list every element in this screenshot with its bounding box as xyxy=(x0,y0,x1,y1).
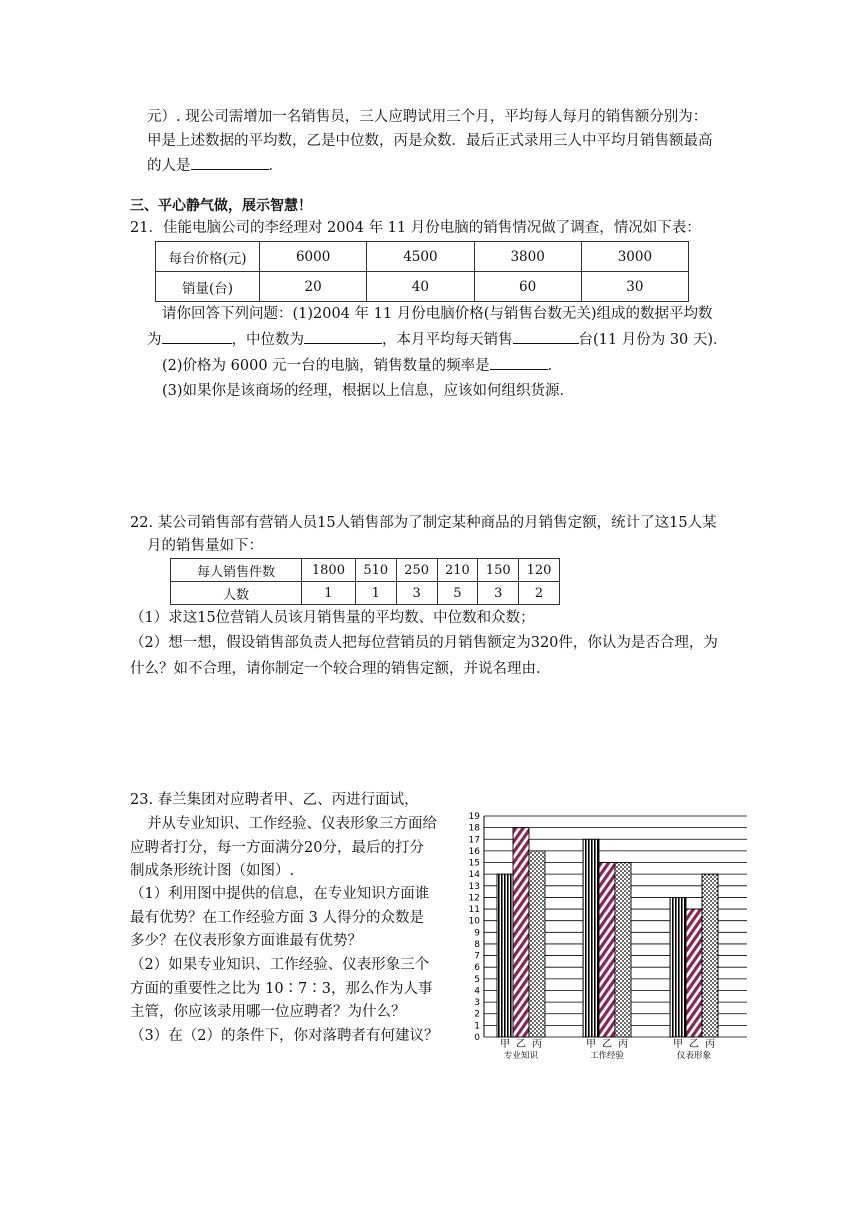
y-tick-label: 14 xyxy=(468,870,480,881)
bar-甲-仪表形象 xyxy=(670,897,686,1037)
y-tick-label: 12 xyxy=(468,893,480,904)
text-fragment: 为 xyxy=(147,332,162,348)
bar-chart xyxy=(462,808,762,1066)
table-cell: 60 xyxy=(474,272,581,302)
table-cell: 510 xyxy=(355,559,396,582)
y-tick-label: 15 xyxy=(468,858,480,869)
y-tick-label: 18 xyxy=(468,823,480,834)
bar-丙-仪表形象 xyxy=(702,874,718,1037)
bar-甲-专业知识 xyxy=(497,874,513,1037)
text-line: 并从专业知识、工作经验、仪表形象三方面给 xyxy=(147,816,437,832)
price-sales-table xyxy=(155,241,689,302)
text-line: 方面的重要性之比为 10∶7∶3，那么作为人事 xyxy=(130,981,433,997)
text-fragment: ． xyxy=(268,158,283,174)
y-tick-label: 9 xyxy=(474,928,480,939)
text-line: （3）在（2）的条件下，你对落聘者有何建议？ xyxy=(130,1028,439,1044)
y-tick-label: 10 xyxy=(468,916,480,927)
text-line: 主管，你应该录用哪一位应聘者？为什么？ xyxy=(130,1004,406,1020)
table-cell: 销量(台) xyxy=(156,272,260,302)
series-label: 甲 xyxy=(500,1039,510,1050)
table-cell: 3 xyxy=(396,582,437,605)
table-cell: 4500 xyxy=(367,242,474,272)
y-tick-label: 0 xyxy=(474,1033,480,1043)
text-fragment: ． xyxy=(547,358,563,374)
table-cell: 5 xyxy=(437,582,478,605)
text-line: （1）求这15位营销人员该月销售量的平均数、中位数和众数； xyxy=(130,610,535,626)
section-title: 三、平心静气做，展示智慧！ xyxy=(130,198,312,214)
text-fragment: 台(11 月份为 30 天)． xyxy=(578,332,728,348)
y-tick-label: 7 xyxy=(474,951,480,962)
y-tick-label: 2 xyxy=(474,1009,480,1020)
table-cell: 250 xyxy=(396,559,437,582)
table-cell: 每人销售件数 xyxy=(171,559,302,582)
sales-count-table xyxy=(170,558,560,605)
table-cell: 40 xyxy=(367,272,474,302)
text-line: 多少？在仪表形象方面谁最有优势？ xyxy=(130,933,362,949)
table-cell: 20 xyxy=(260,272,367,302)
text-line: （1）利用图中提供的信息，在专业知识方面谁 xyxy=(130,886,430,902)
bar-丙-工作经验 xyxy=(615,863,631,1037)
category-label: 仪表形象 xyxy=(676,1051,712,1061)
y-tick-label: 13 xyxy=(468,881,480,892)
bar-甲-工作经验 xyxy=(583,839,599,1037)
table-cell: 3800 xyxy=(474,242,581,272)
text-fragment: (2)价格为 6000 元一台的电脑，销售数量的频率是 xyxy=(162,358,490,374)
text-fragment: 的人是 xyxy=(147,158,191,174)
table-cell: 人数 xyxy=(171,582,302,605)
series-label: 乙 xyxy=(602,1039,612,1050)
text-line: 23. 春兰集团对应聘者甲、乙、丙进行面试， xyxy=(130,792,419,808)
text-line: 最有优势？在工作经验方面 3 人得分的众数是 xyxy=(130,910,424,926)
y-tick-label: 4 xyxy=(474,986,480,997)
text-line: 月的销售量如下： xyxy=(147,538,263,554)
table-cell: 1 xyxy=(302,582,356,605)
category-label: 专业知识 xyxy=(503,1051,539,1061)
y-tick-label: 17 xyxy=(468,835,480,846)
table-cell: 每台价格(元) xyxy=(156,242,260,272)
y-tick-label: 3 xyxy=(474,998,480,1009)
bar-丙-专业知识 xyxy=(529,851,545,1037)
y-tick-label: 1 xyxy=(474,1021,480,1032)
series-label: 乙 xyxy=(516,1039,526,1050)
series-label: 乙 xyxy=(689,1039,699,1050)
bar-乙-专业知识 xyxy=(513,828,529,1037)
text-line: (3)如果你是该商场的经理，根据以上信息，应该如何组织货源． xyxy=(162,383,575,399)
text-line xyxy=(162,355,562,376)
text-line xyxy=(147,155,283,176)
y-tick-label: 6 xyxy=(474,963,480,974)
category-label: 工作经验 xyxy=(589,1051,625,1061)
text-fragment: ，本月平均每天销售 xyxy=(382,332,513,348)
table-cell: 2 xyxy=(519,582,560,605)
table-cell: 3000 xyxy=(581,242,688,272)
text-fragment: ，中位数为 xyxy=(231,332,304,348)
series-label: 丙 xyxy=(705,1039,715,1050)
text-line: 什么？如不合理，请你制定一个较合理的销售定额，并说名理由． xyxy=(130,661,551,677)
question-21-intro: 21．佳能电脑公司的李经理对 2004 年 11 月份电脑的销售情况做了调查，情况如下表： xyxy=(130,220,701,236)
text-line: 应聘者打分，每一方面满分20分，最后的打分 xyxy=(130,840,424,856)
answer-blank[interactable] xyxy=(513,329,579,344)
series-label: 丙 xyxy=(618,1039,628,1050)
table-cell: 150 xyxy=(478,559,519,582)
table-cell: 6000 xyxy=(260,242,367,272)
answer-blank[interactable] xyxy=(304,329,382,344)
answer-blank[interactable] xyxy=(191,155,269,170)
text-line xyxy=(147,329,728,350)
table-cell: 3 xyxy=(478,582,519,605)
series-label: 甲 xyxy=(586,1039,596,1050)
answer-blank[interactable] xyxy=(490,355,548,370)
question-22-intro: 22. 某公司销售部有营销人员15人销售部为了制定某种商品的月销售定额，统计了这15人某 xyxy=(130,515,717,531)
bar-乙-仪表形象 xyxy=(686,909,702,1037)
series-label: 甲 xyxy=(673,1039,683,1050)
table-cell: 1800 xyxy=(302,559,356,582)
series-label: 丙 xyxy=(532,1039,542,1050)
text-line: 请你回答下列问题：(1)2004 年 11 月份电脑价格(与销售台数无关)组成的数据平均数 xyxy=(162,306,713,322)
y-tick-label: 16 xyxy=(468,846,480,857)
text-line: （2）想一想，假设销售部负责人把每位营销员的月销售额定为320件，你认为是否合理，为 xyxy=(130,635,718,651)
y-tick-label: 11 xyxy=(468,905,480,916)
y-tick-label: 5 xyxy=(474,974,480,985)
text-line: 元）. 现公司需增加一名销售员，三人应聘试用三个月，平均每人每月的销售额分别为： xyxy=(147,109,708,125)
bar-乙-工作经验 xyxy=(599,863,615,1037)
y-tick-label: 8 xyxy=(474,939,480,950)
table-cell: 120 xyxy=(519,559,560,582)
table-cell: 210 xyxy=(437,559,478,582)
y-tick-label: 19 xyxy=(468,812,480,822)
text-line: 甲是上述数据的平均数，乙是中位数，丙是众数．最后正式录用三人中平均月销售额最高 xyxy=(147,133,713,149)
table-cell: 1 xyxy=(355,582,396,605)
answer-blank[interactable] xyxy=(162,329,232,344)
table-cell: 30 xyxy=(581,272,688,302)
text-line: （2）如果专业知识、工作经验、仪表形象三个 xyxy=(130,957,430,973)
text-line: 制成条形统计图（如图）. xyxy=(130,863,295,879)
